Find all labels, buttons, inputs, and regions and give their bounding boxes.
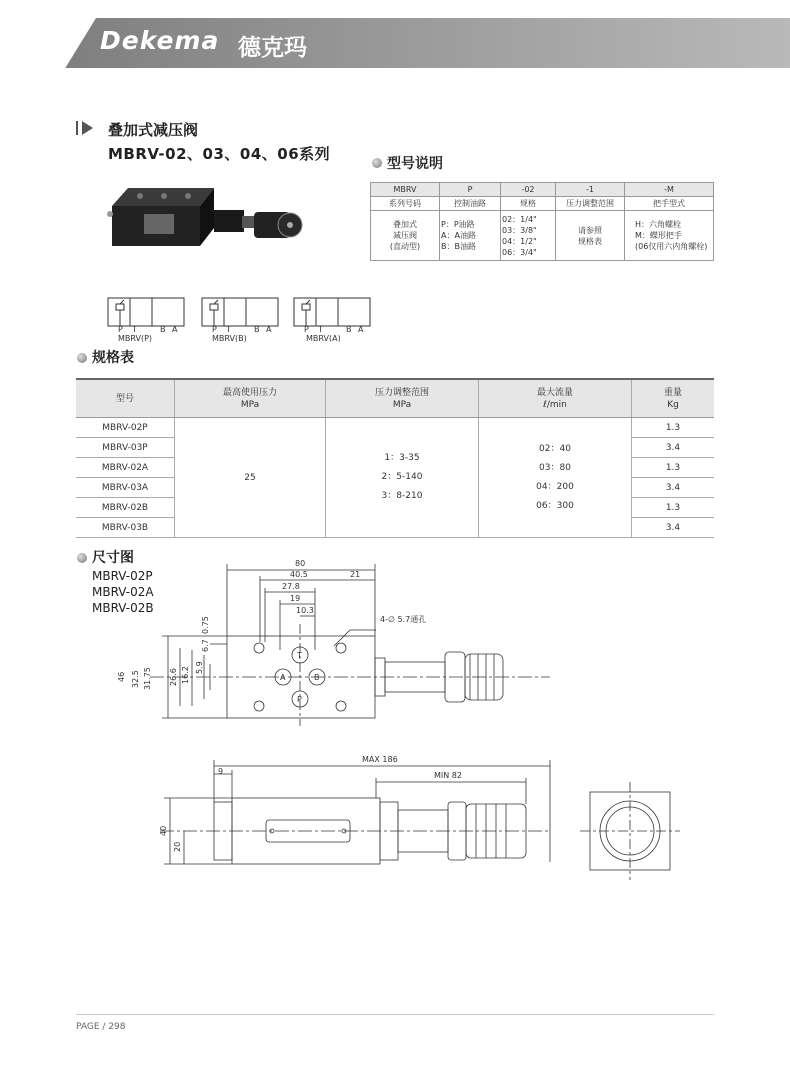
page-number: PAGE / 298 <box>76 1022 126 1032</box>
svg-text:26.6: 26.6 <box>169 668 178 686</box>
svg-text:MAX 186: MAX 186 <box>362 755 398 764</box>
th-adj-range: 压力调整范围 MPa <box>326 379 479 418</box>
svg-text:T: T <box>132 325 137 334</box>
svg-text:46: 46 <box>117 671 126 682</box>
svg-text:10.3: 10.3 <box>296 606 314 615</box>
title-bar-mark <box>76 121 78 135</box>
desc-series: 叠加式 减压阀 (直动型) <box>371 211 440 261</box>
spec-ranges: 1：3-35 2：5-140 3：8-210 <box>326 418 479 538</box>
spec-row-model: MBRV-02B <box>76 498 175 518</box>
svg-text:P: P <box>212 325 217 334</box>
svg-text:32.5: 32.5 <box>131 670 140 688</box>
label-pressure: 压力调整范围 <box>556 197 625 211</box>
svg-text:40.5: 40.5 <box>290 570 308 579</box>
dimension-models: MBRV-02P MBRV-02A MBRV-02B <box>92 569 154 615</box>
svg-text:P: P <box>297 695 302 704</box>
title-triangle-icon <box>82 121 93 135</box>
dimension-title: 尺寸图 <box>92 550 134 566</box>
svg-text:T: T <box>297 651 302 660</box>
product-title: 叠加式减压阀 <box>108 121 199 139</box>
svg-text:B: B <box>254 325 260 334</box>
section-bullet-icon <box>77 353 87 363</box>
svg-text:A: A <box>280 673 286 682</box>
svg-text:5.9: 5.9 <box>195 661 204 674</box>
symbol-label-b: MBRV(B) <box>212 334 247 342</box>
code-pressure: -1 <box>556 183 625 197</box>
label-handle: 把手型式 <box>625 197 714 211</box>
spec-row-model: MBRV-03P <box>76 438 175 458</box>
svg-text:A: A <box>358 325 364 334</box>
code-control: P <box>440 183 501 197</box>
th-max-pressure: 最高使用压力 MPa <box>175 379 326 418</box>
code-handle: -M <box>625 183 714 197</box>
svg-text:40: 40 <box>159 825 168 836</box>
th-max-flow: 最大流量 ℓ/min <box>479 379 632 418</box>
product-series: MBRV-02、03、04、06系列 <box>108 145 331 163</box>
label-series: 系列号码 <box>371 197 440 211</box>
svg-text:80: 80 <box>295 559 306 568</box>
code-size: -02 <box>501 183 556 197</box>
svg-text:27.8: 27.8 <box>282 582 300 591</box>
side-view-drawing <box>150 752 710 882</box>
svg-text:A: A <box>266 325 272 334</box>
th-model: 型号 <box>76 379 175 418</box>
svg-text:B: B <box>160 325 166 334</box>
label-control: 控制油路 <box>440 197 501 211</box>
section-bullet-icon <box>372 158 382 168</box>
brand-logo: Dekema <box>100 26 220 55</box>
svg-text:B: B <box>346 325 352 334</box>
model-code-title: 型号说明 <box>387 156 443 172</box>
svg-text:B: B <box>314 673 320 682</box>
desc-control: P：P油路 A：A油路 B：B油路 <box>440 211 501 261</box>
code-series: MBRV <box>371 183 440 197</box>
desc-handle: H：六角螺栓 M：蝶形把手 (06仅用六内角螺栓) <box>625 211 714 261</box>
spec-row-weight: 3.4 <box>632 478 715 498</box>
svg-text:19: 19 <box>290 594 301 603</box>
spec-row-weight: 1.3 <box>632 458 715 478</box>
spec-row-weight: 1.3 <box>632 498 715 518</box>
brand-logo-cn: 德克玛 <box>238 35 307 61</box>
svg-text:9: 9 <box>218 767 224 776</box>
model-code-table <box>370 182 714 261</box>
spec-row-weight: 1.3 <box>632 418 715 438</box>
spec-title: 规格表 <box>92 350 134 366</box>
svg-text:T: T <box>318 325 323 334</box>
svg-text:A: A <box>172 325 178 334</box>
spec-row-weight: 3.4 <box>632 438 715 458</box>
svg-text:P: P <box>304 325 309 334</box>
spec-row-model: MBRV-02A <box>76 458 175 478</box>
symbol-label-p: MBRV(P) <box>118 334 153 342</box>
hydraulic-symbols <box>100 294 390 342</box>
svg-text:20: 20 <box>173 841 182 852</box>
spec-table <box>76 378 714 538</box>
svg-text:21: 21 <box>350 570 361 579</box>
th-weight: 重量 Kg <box>632 379 715 418</box>
spec-row-model: MBRV-03A <box>76 478 175 498</box>
svg-text:0.75: 0.75 <box>201 616 210 634</box>
top-view-drawing <box>110 550 560 730</box>
footer-rule <box>76 1014 714 1015</box>
symbol-label-a: MBRV(A) <box>306 334 341 342</box>
svg-text:T: T <box>226 325 231 334</box>
svg-text:6.7: 6.7 <box>201 639 210 652</box>
svg-text:P: P <box>118 325 123 334</box>
spec-row-model: MBRV-03B <box>76 518 175 538</box>
svg-text:31.75: 31.75 <box>143 667 152 690</box>
valve-photo <box>102 180 304 266</box>
spec-row-model: MBRV-02P <box>76 418 175 438</box>
svg-text:16.2: 16.2 <box>181 666 190 684</box>
svg-text:MIN 82: MIN 82 <box>434 771 462 780</box>
svg-text:4-∅ 5.7通孔: 4-∅ 5.7通孔 <box>380 615 427 624</box>
section-bullet-icon <box>77 553 87 563</box>
label-size: 规格 <box>501 197 556 211</box>
desc-pressure: 请参照 规格表 <box>556 211 625 261</box>
desc-size: 02：1/4" 03：3/8" 04：1/2" 06：3/4" <box>501 211 556 261</box>
spec-flows: 02：40 03：80 04：200 06：300 <box>479 418 632 538</box>
spec-max-pressure: 25 <box>175 418 326 538</box>
spec-row-weight: 3.4 <box>632 518 715 538</box>
